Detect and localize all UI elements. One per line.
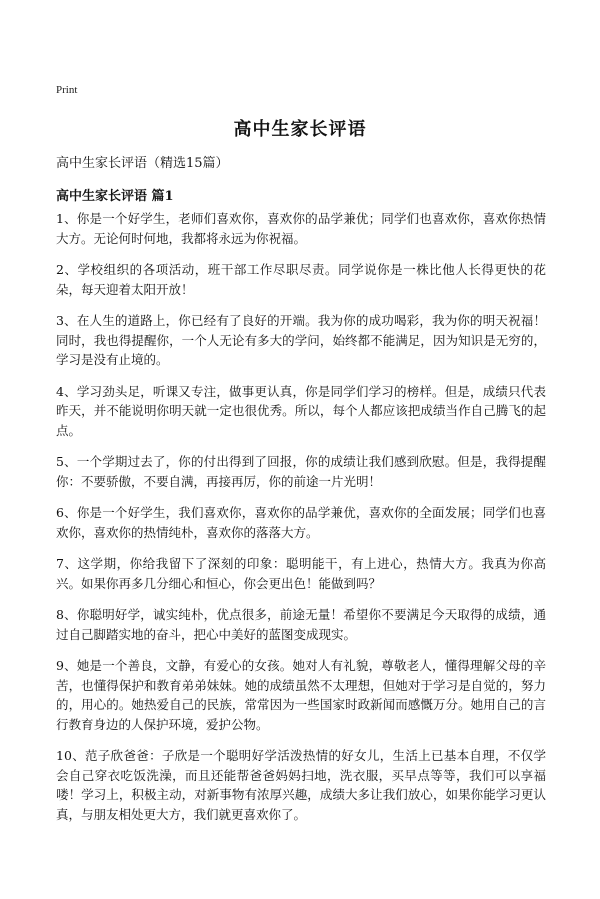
paragraph-2: 2、学校组织的各项活动，班干部工作尽职尽责。同学说你是一株比他人长得更快的花朵，每天迎着太阳开放！ <box>56 262 546 297</box>
paragraph-5: 5、一个学期过去了，你的付出得到了回报，你的成绩让我们感到欣慰。但是，我得提醒你：不要骄傲，不要自满，再接再厉，你的前途一片光明！ <box>56 454 546 489</box>
paragraph-1: 1、你是一个好学生，老师们喜欢你，喜欢你的品学兼优；同学们也喜欢你，喜欢你热情大方。无论何时何地，我都将永远为你祝福。 <box>56 211 546 246</box>
paragraph-10: 10、范子欣爸爸：子欣是一个聪明好学活泼热情的好女儿，生活上已基本自理，不仅学会自己穿衣吃饭洗澡，而且还能帮爸爸妈妈扫地，洗衣服，买早点等等，我们可以享福喽！学习上，积极主动，对新事物有浓厚兴趣，成绩大多让我们放心，如果你能学习更认真，与朋友相处更大方，我们就更喜欢你了。 <box>56 748 546 822</box>
paragraph-3: 3、在人生的道路上，你已经有了良好的开端。我为你的成功喝彩，我为你的明天祝福！同时，我也得提醒你，一个人无论有多大的学问，始终都不能满足，因为知识是无穷的，学习是没有止境的。 <box>56 313 546 367</box>
section-heading: 高中生家长评语 篇1 <box>56 189 174 204</box>
paragraph-6: 6、你是一个好学生，我们喜欢你，喜欢你的品学兼优，喜欢你的全面发展；同学们也喜欢你，喜欢你的热情纯朴，喜欢你的落落大方。 <box>56 505 546 540</box>
paragraph-8: 8、你聪明好学，诚实纯朴，优点很多，前途无量！希望你不要满足今天取得的成绩，通过自己脚踏实地的奋斗，把心中美好的蓝图变成现实。 <box>56 607 546 642</box>
paragraph-list <box>56 209 546 836</box>
subtitle: 高中生家长评语（精选15篇） <box>56 156 229 171</box>
page-title: 高中生家长评语 <box>233 119 367 140</box>
paragraph-9: 9、她是一个善良，文静，有爱心的女孩。她对人有礼貌，尊敬老人，懂得理解父母的辛苦，也懂得保护和教育弟弟妹妹。她的成绩虽然不太理想，但她对于学习是自觉的，努力的，用心的。她热爱自己的民族，常常因为一些国家时政新闻而感慨万分。她用自己的言行教育身边的人保护环境，爱护公物。 <box>56 658 546 732</box>
print-label: Print <box>56 84 78 96</box>
paragraph-4: 4、学习劲头足，听课又专注，做事更认真，你是同学们学习的榜样。但是，成绩只代表昨天，并不能说明你明天就一定也很优秀。所以，每个人都应该把成绩当作自己腾飞的起点。 <box>56 383 546 438</box>
paragraph-7: 7、这学期，你给我留下了深刻的印象：聪明能干，有上进心，热情大方。我真为你高兴。如果你再多几分细心和恒心，你会更出色！能做到吗？ <box>56 556 546 591</box>
